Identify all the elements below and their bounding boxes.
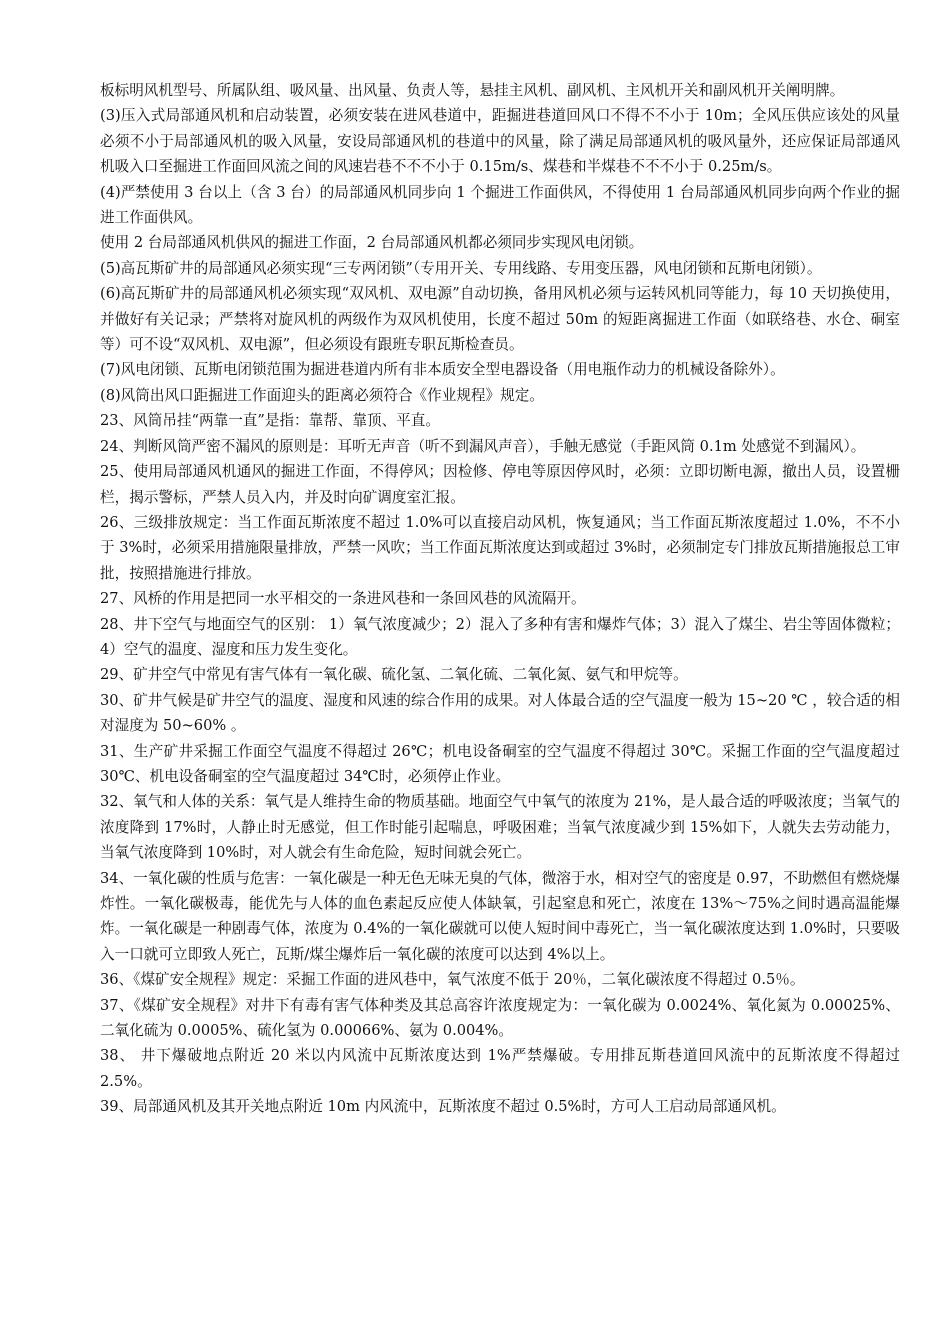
paragraph-31: 31、生产矿井采掘工作面空气温度不得超过 26℃；机电设备硐室的空气温度不得超过 30℃。采掘工作面的空气温度超过 30℃、机电设备硐室的空气温度超过 34℃时，必须停止作业。 [100, 742, 900, 785]
paragraph-36: 36、《煤矿安全规程》规定：采掘工作面的进风巷中，氧气浓度不低于 20％，二氧化碳浓度不得超过 0.5％。 [100, 971, 805, 989]
paragraph-30: 30、矿井气候是矿井空气的温度、湿度和风速的综合作用的成果。对人体最合适的空气温度一般为 15~20 ℃ ，较合适的相对湿度为 50~60% 。 [100, 691, 900, 735]
paragraph-24: 24、判断风筒严密不漏风的原则是：耳听无声音（听不到漏风声音），手触无感觉（手距风筒 0.1m 处感觉不到漏风）。 [100, 437, 866, 455]
paragraph-item-6: (6)高瓦斯矿井的局部通风机必须实现“双风机、双电源”自动切换，备用风机必须与运转风机同等能力，每 10 天切换使用，并做好有关记录；严禁将对旋风机的两级作为双风机使用，长度不超过 50m 的短距离掘进工作面（如联络巷、水仓、硐室等）可不设“双风机、双电源”，但必须设有跟班专职瓦斯检查员。 [100, 285, 900, 354]
paragraph-23: 23、风筒吊挂“两靠一直”是指：靠帮、靠顶、平直。 [100, 412, 440, 430]
paragraph-38: 38、 井下爆破地点附近 20 米以内风流中瓦斯浓度达到 1%严禁爆破。专用排瓦斯巷道回风流中的瓦斯浓度不得超过 2.5%。 [100, 1047, 900, 1090]
paragraph-ventilator-sign: 板标明风机型号、所属队组、吸风量、出风量、负责人等，悬挂主风机、副风机、主风机开关和副风机开关阐明牌。 [100, 82, 845, 99]
paragraph-item-7: (7)风电闭锁、瓦斯电闭锁范围为掘进巷道内所有非本质安全型电器设备（用电瓶作动力的机械设备除外）。 [100, 361, 785, 379]
document-body [100, 78, 900, 1120]
paragraph-item-4-note: 使用 2 台局部通风机供风的掘进工作面，2 台局部通风机都必须同步实现风电闭锁。 [100, 234, 644, 252]
paragraph-item-3: (3)压入式局部通风机和启动装置，必须安装在进风巷道中，距掘进巷道回风口不得不不小于 10m；全风压供应该处的风量必须不小于局部通风机的吸入风量，安设局部通风机的巷道中的风量，除了满足局部通风机的吸风量外，还应保证局部通风机吸入口至掘进工作面回风流之间的风速岩巷不不不小于 0.15m/s、煤巷和半煤巷不不不小于 0.25m/s。 [100, 107, 900, 176]
paragraph-25: 25、使用局部通风机通风的掘进工作面，不得停风；因检修、停电等原因停风时，必须：立即切断电源，撤出人员，设置栅栏，揭示警标，严禁人员入内，并及时向矿调度室汇报。 [100, 463, 900, 506]
paragraph-29: 29、矿井空气中常见有害气体有一氧化碳、硫化氢、二氧化硫、二氧化氮、氨气和甲烷等。 [100, 666, 688, 684]
paragraph-39: 39、局部通风机及其开关地点附近 10m 内风流中，瓦斯浓度不超过 0.5%时，方可人工启动局部通风机。 [100, 1098, 786, 1116]
paragraph-37: 37、《煤矿安全规程》对井下有毒有害气体种类及其总高容许浓度规定为：一氧化碳为 0.0024%、氧化氮为 0.00025%、二氧化硫为 0.0005%、硫化氢为 0.00066%、氨为 0.004%。 [100, 996, 900, 1040]
paragraph-item-5: (5)高瓦斯矿井的局部通风必须实现“三专两闭锁”（专用开关、专用线路、专用变压器，风电闭锁和瓦斯电闭锁）。 [100, 259, 822, 277]
paragraph-item-8: (8)风筒出风口距掘进工作面迎头的距离必须符合《作业规程》规定。 [100, 386, 544, 404]
paragraph-28: 28、井下空气与地面空气的区别： 1）氧气浓度减少；2）混入了多种有害和爆炸气体；3）混入了煤尘、岩尘等固体微粒；4）空气的温度、湿度和压力发生变化。 [100, 615, 900, 658]
paragraph-item-4: (4)严禁使用 3 台以上（含 3 台）的局部通风机同步向 1 个掘进工作面供风，不得使用 1 台局部通风机同步向两个作业的掘进工作面供风。 [100, 183, 900, 227]
paragraph-32: 32、氧气和人体的关系：氧气是人维持生命的物质基础。地面空气中氧气的浓度为 21%，是人最合适的呼吸浓度；当氧气的浓度降到 17%时，人静止时无感觉，但工作时能引起喘息，呼吸困难；当氧气浓度减少到 15%如下，人就失去劳动能力，当氧气浓度降到 10%时，对人就会有生命危险，短时间就会死亡。 [100, 793, 900, 862]
paragraph-34: 34、一氧化碳的性质与危害：一氧化碳是一种无色无味无臭的气体，微溶于水，相对空气的密度是 0.97，不助燃但有燃烧爆炸性。一氧化碳极毒，能优先与人体的血色素起反应使人体缺氧，引起窒息和死亡，浓度在 13%～75%之间时遇高温能爆炸。一氧化碳是一种剧毒气体，浓度为 0.4%的一氧化碳就可以使人短时间中毒死亡，当一氧化碳浓度达到 1.0%时，只要吸入一口就可立即致人死亡，瓦斯/煤尘爆炸后一氧化碳的浓度可以达到 4%以上。 [100, 869, 900, 963]
paragraph-27: 27、风桥的作用是把同一水平相交的一条进风巷和一条回风巷的风流隔开。 [100, 590, 586, 608]
paragraph-26: 26、三级排放规定：当工作面瓦斯浓度不超过 1.0%可以直接启动风机，恢复通风；当工作面瓦斯浓度超过 1.0%，不不小于 3%时，必须采用措施限量排放，严禁一风吹；当工作面瓦斯浓度达到或超过 3%时，必须制定专门排放瓦斯措施报总工审批，按照措施进行排放。 [100, 513, 900, 582]
